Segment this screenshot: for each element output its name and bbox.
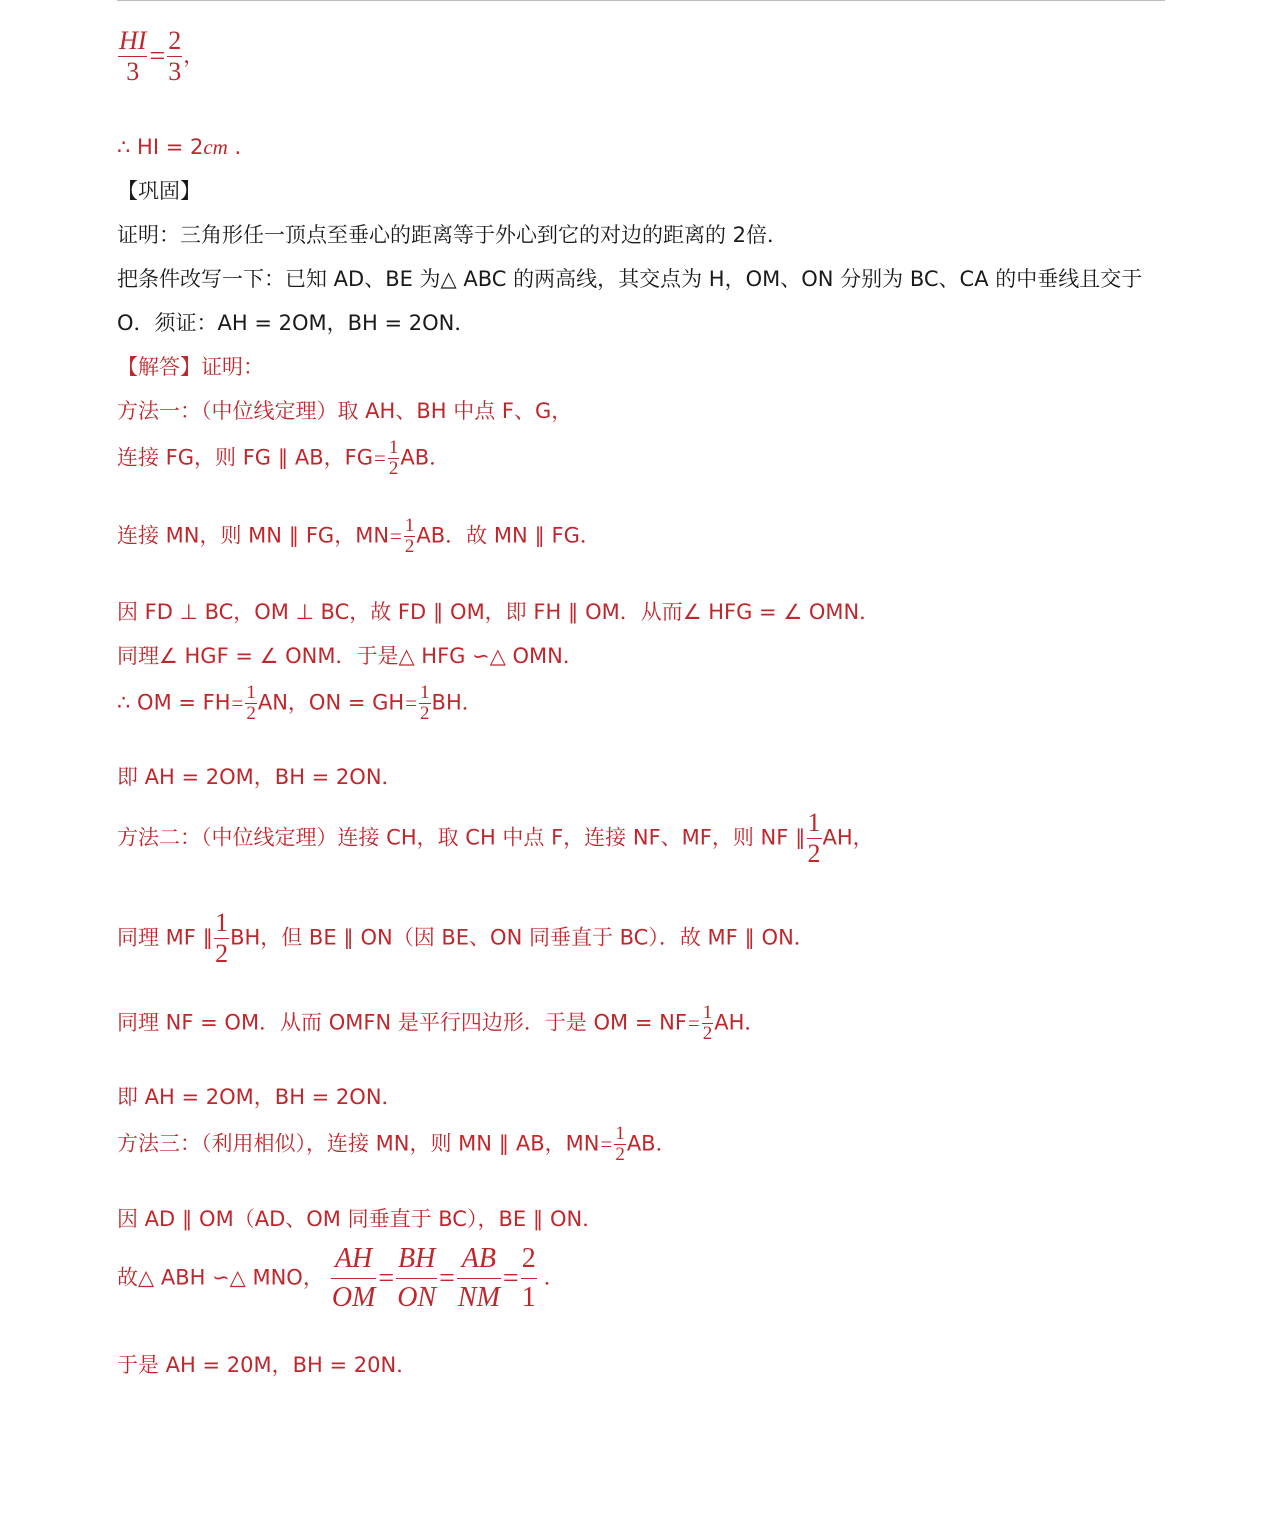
method2-conclusion: 即 AH = 2OM，BH = 2ON． [117,1085,403,1109]
method1-line5: 同理∠ HGF = ∠ ONM．于是△ HFG ∽△ OMN． [117,644,584,668]
answer-label: 【解答】证明： [117,355,264,379]
fraction-half: $\frac{1}{2}$ [246,682,256,724]
fraction-half: $\frac{1}{2}$ [388,437,399,479]
top-divider [117,0,1165,1]
method1-line6: ∴ OM = FH= $\frac{1}{2}$ AN，ON = GH= $\frac{1}{2}$ BH． [117,682,483,724]
method3-line1: 方法三：（利用相似），连接 MN，则 MN ∥ AB，MN= $\frac{1}{2}$ AB． [117,1123,677,1165]
method1-line2: 连接 FG，则 FG ∥ AB，FG= $\frac{1}{2}$ AB． [117,437,451,479]
hi-result-line: ∴ HI = 2cm . [117,135,242,159]
fraction-2-over-3: $\frac{2}{3}$ [168,26,182,86]
method2-line1: 方法二：（中位线定理）连接 CH，取 CH 中点 F，连接 NF、MF，则 NF ∥ $\frac{1}{2}$ AH， [117,808,874,868]
method1-conclusion: 即 AH = 2OM，BH = 2ON． [117,765,403,789]
method1-line3: 连接 MN，则 MN ∥ FG，MN= $\frac{1}{2}$ AB．故 MN ∥ FG． [117,515,601,557]
method1-line4: 因 FD ⊥ BC，OM ⊥ BC，故 FD ∥ OM，即 FH ∥ OM．从而∠ HFG = ∠ OMN． [117,600,881,624]
method1-line1: 方法一：（中位线定理）取 AH、BH 中点 F、G， [117,399,573,423]
top-fraction-line: $\frac{HI}{3}$ = $\frac{2}{3}$ ， [119,26,205,86]
fraction-half: $\frac{1}{2}$ [420,682,430,724]
gonggu-heading: 【巩固】 [117,179,201,203]
rewrite-line-2: O．须证：AH = 2OM，BH = 2ON． [117,311,476,335]
fraction-2-1: $\frac{2}{1}$ [521,1240,537,1317]
fraction-ah-om: $\frac{AH}{OM}$ [331,1240,377,1317]
method3-line2: 因 AD ∥ OM（AD、OM 同垂直于 BC），BE ∥ ON． [117,1207,604,1231]
fraction-half: $\frac{1}{2}$ [702,1002,713,1044]
fraction-half: $\frac{1}{2}$ [215,908,229,968]
fraction-half: $\frac{1}{2}$ [807,808,821,868]
proof-statement: 证明：三角形任一顶点至垂心的距离等于外心到它的对边的距离的 2倍． [117,223,789,247]
fraction-half: $\frac{1}{2}$ [615,1123,625,1165]
method3-line3: 故△ ABH ∽△ MNO， $\frac{AH}{OM}$ = $\frac{BH}{ON}$ = $\frac{AB}{NM}$ = $\frac{2}{1}$ ． [117,1240,565,1317]
fraction-bh-on: $\frac{BH}{ON}$ [396,1240,437,1317]
fraction-ab-nm: $\frac{AB}{NM}$ [457,1240,501,1317]
answer-heading [117,353,264,381]
fraction-half: $\frac{1}{2}$ [404,515,415,557]
fraction-hi-over-3: $\frac{HI}{3}$ [119,26,147,86]
rewrite-line-1: 把条件改写一下：已知 AD、BE 为△ ABC 的两高线，其交点为 H，OM、ON 分别为 BC、CA 的中垂线且交于 [117,267,1143,291]
method3-conclusion: 于是 AH = 20M，BH = 20N． [117,1353,418,1377]
method2-line2: 同理 MF ∥ $\frac{1}{2}$ BH，但 BE ∥ ON（因 BE、ON 同垂直于 BC）．故 MF ∥ ON． [117,908,815,968]
method2-line3: 同理 NF = OM．从而 OMFN 是平行四边形．于是 OM = NF= $\frac{1}{2}$ AH． [117,1002,766,1044]
